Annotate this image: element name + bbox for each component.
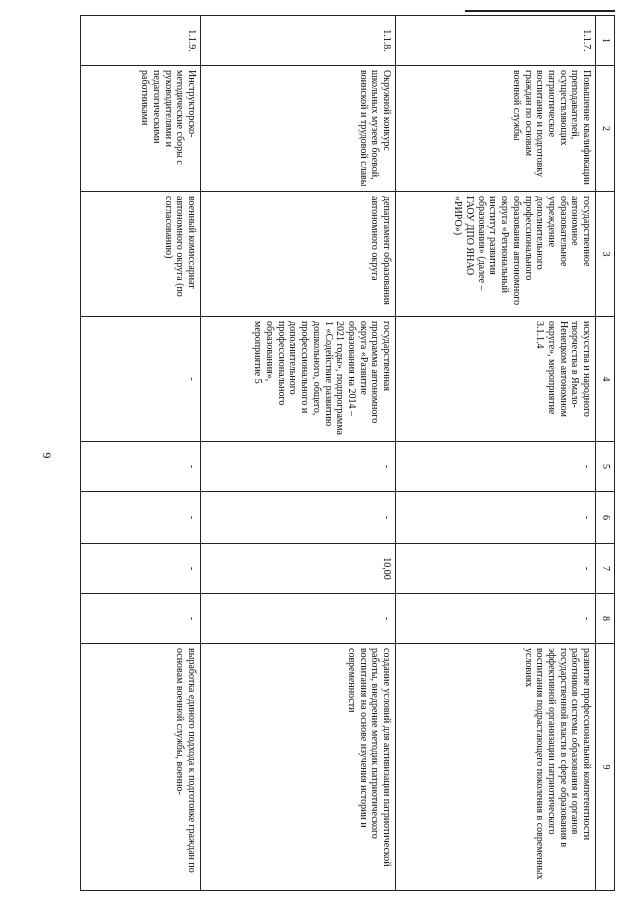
- value-col8: -: [201, 594, 396, 644]
- page-number: 6: [39, 452, 54, 459]
- table-row: [81, 16, 201, 891]
- event-name: Повышение квалификации преподавателей, осуществляющих патриотическое воспитание и подготовку граждан по основам военной службы: [396, 66, 596, 192]
- header-cell: 5: [596, 442, 615, 492]
- expected-result: создание условий для активизации патриотической работы, внедрение методик патриотического воспитания на основе изучения истории и современности: [201, 644, 396, 891]
- value-col6: -: [81, 492, 201, 544]
- event-name: Инструкторско-методические сборы с руководителями и педагогическими работниками: [81, 66, 201, 192]
- value-col8: -: [396, 594, 596, 644]
- event-name: Окружной конкурс школьных музеев боевой, воинской и трудовой славы: [201, 66, 396, 192]
- table-row: [201, 16, 396, 891]
- value-col6: -: [396, 492, 596, 544]
- value-col7: 10,00: [201, 544, 396, 594]
- expected-result: развитие профессиональной компетентности работников системы образования и органов государственной власти в сфере образования в эффективной организации патриотического воспитания подрастающего поколения в современных условиях: [396, 644, 596, 891]
- funding-source: государственная программа автономного округа «Развитие образования на 2014 – 2021 годы», подпрограмма 1 «Содействие развитию дошкольного, общего, профессионального и дополнительного профессионального образования», мероприятие 5: [201, 317, 396, 442]
- value-col8: -: [81, 594, 201, 644]
- header-cell: 4: [596, 317, 615, 442]
- rotated-table-wrapper: [80, 15, 615, 890]
- row-number: 1.1.7.: [396, 16, 596, 66]
- header-cell: 9: [596, 644, 615, 891]
- table-row: [396, 16, 596, 891]
- value-col5: -: [81, 442, 201, 492]
- header-cell: 3: [596, 192, 615, 317]
- value-col6: -: [201, 492, 396, 544]
- executor: военный комиссариат автономного округа (по согласованию): [81, 192, 201, 317]
- expected-result: выработка единого подхода к подготовке граждан по основам военной службы, военно-: [81, 644, 201, 891]
- executor: департамент образования автономного округа: [201, 192, 396, 317]
- header-cell: 6: [596, 492, 615, 544]
- value-col5: -: [396, 442, 596, 492]
- value-col5: -: [201, 442, 396, 492]
- executor: государственное автономное образовательное учреждение дополнительного профессионального образования автономного округа «Региональный институт развития образования» (далее – ГАОУ ДПО ЯНАО «РИРО»): [396, 192, 596, 317]
- header-cell: 2: [596, 66, 615, 192]
- row-number: 1.1.8.: [201, 16, 396, 66]
- header-cell: 7: [596, 544, 615, 594]
- header-cell: 1: [596, 16, 615, 66]
- funding-source: -: [81, 317, 201, 442]
- row-number: 1.1.9.: [81, 16, 201, 66]
- header-cell: 8: [596, 594, 615, 644]
- header-row: [596, 16, 615, 891]
- value-col7: -: [81, 544, 201, 594]
- scan-edge-line: [465, 10, 615, 12]
- plan-table: [80, 15, 615, 891]
- value-col7: -: [396, 544, 596, 594]
- funding-source: искусства и народного творчества в Ямало-Ненецком автономном округе», мероприятие 3.1.1.4: [396, 317, 596, 442]
